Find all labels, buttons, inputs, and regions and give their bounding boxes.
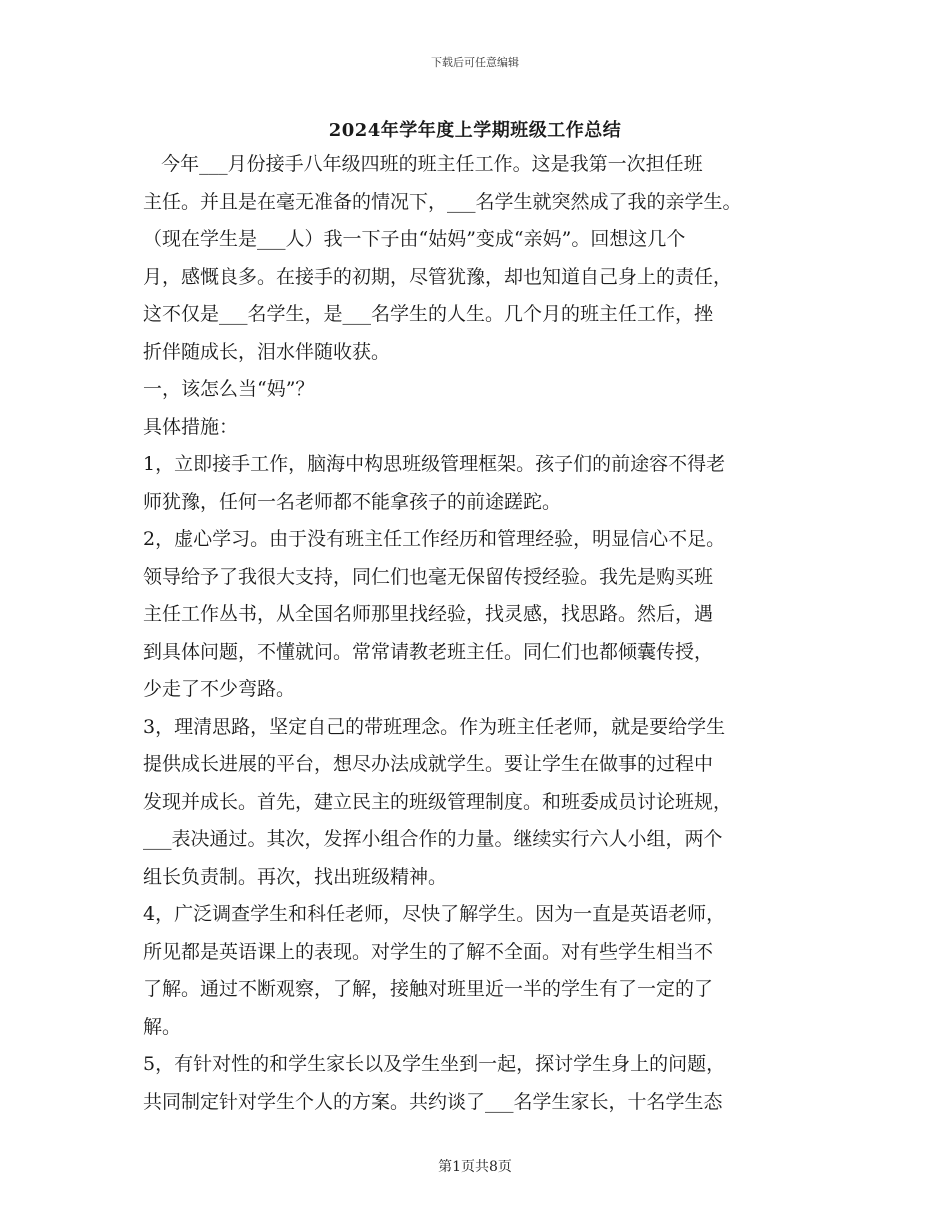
body-line: ___表决通过。其次，发挥小组合作的力量。继续实行六人小组，两个	[143, 828, 723, 850]
body-line: 主任。并且是在毫无准备的情况下，___名学生就突然成了我的亲学生。	[143, 190, 742, 213]
body-line: 组长负责制。再次，找出班级精神。	[143, 865, 448, 888]
body-line: 领导给予了我很大支持，同仁们也毫无保留传授经验。我先是购买班	[143, 565, 714, 588]
body-line: 3，理清思路，坚定自己的带班理念。作为班主任老师，就是要给学生	[143, 715, 726, 738]
body-line: 一，该怎么当“妈”？	[143, 378, 315, 400]
document-title: 2024年学年度上学期班级工作总结	[328, 120, 622, 141]
body-line: 所见都是英语课上的表现。对学生的了解不全面。对有些学生相当不	[143, 940, 714, 963]
body-line: 了解。通过不断观察，了解，接触对班里近一半的学生有了一定的了	[143, 978, 714, 1000]
body-line: 今年___月份接手八年级四班的班主任工作。这是我第一次担任班	[143, 153, 703, 175]
body-line: 共同制定针对学生个人的方案。共约谈了___名学生家长，十名学生态	[143, 1090, 723, 1113]
body-line: 少走了不少弯路。	[143, 678, 296, 700]
body-line: 1，立即接手工作，脑海中构思班级管理框架。孩子们的前途容不得老	[143, 453, 726, 475]
body-line: 主任工作丛书，从全国名师那里找经验，找灵感，找思路。然后，遇	[143, 603, 714, 625]
body-line: 师犹豫，任何一名老师都不能拿孩子的前途蹉跎。	[143, 490, 562, 513]
body-line: 2，虚心学习。由于没有班主任工作经历和管理经验，明显信心不足。	[143, 528, 726, 550]
body-line: 月，感慨良多。在接手的初期，尽管犹豫，却也知道自己身上的责任，	[143, 265, 733, 288]
document-body	[143, 146, 823, 1121]
body-line: 具体措施：	[143, 415, 239, 438]
body-line: 发现并成长。首先，建立民主的班级管理制度。和班委成员讨论班规，	[143, 790, 733, 813]
body-line: 4，广泛调查学生和科任老师，尽快了解学生。因为一直是英语老师，	[143, 903, 726, 925]
body-line: 5，有针对性的和学生家长以及学生坐到一起，探讨学生身上的问题，	[143, 1053, 726, 1075]
body-line: 到具体问题，不懂就问。常常请教老班主任。同仁们也都倾囊传授，	[143, 640, 714, 663]
page-header-note: 下载后可任意编辑	[431, 56, 519, 69]
body-line: （现在学生是___人）我一下子由“姑妈”变成“亲妈”。回想这几个	[143, 228, 686, 250]
body-line: 这不仅是___名学生，是___名学生的人生。几个月的班主任工作，挫	[143, 303, 714, 325]
body-line: 解。	[143, 1015, 182, 1038]
body-line: 提供成长进展的平台，想尽办法成就学生。要让学生在做事的过程中	[143, 753, 714, 775]
page-footer: 第1页共8页	[438, 1159, 512, 1175]
body-line: 折伴随成长，泪水伴随收获。	[143, 340, 391, 363]
